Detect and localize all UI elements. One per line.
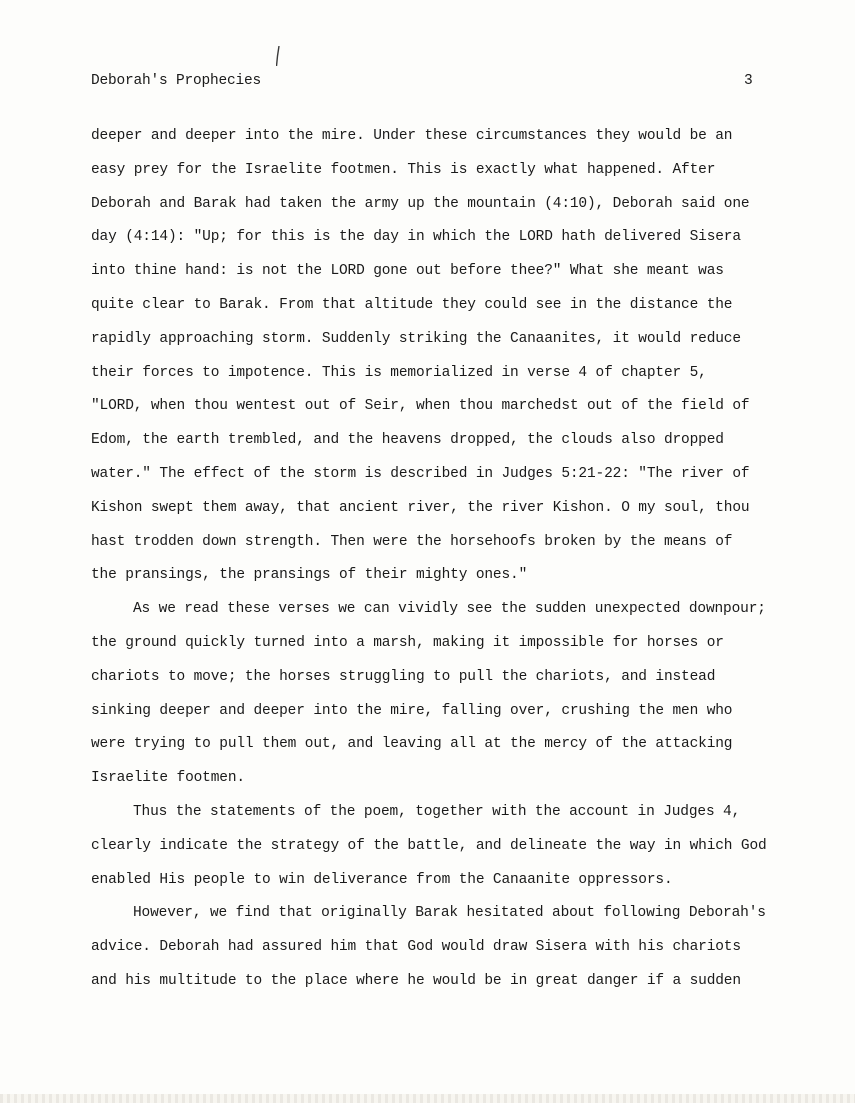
text-line: and his multitude to the place where he would be in great danger if a sudden — [91, 972, 741, 989]
text-line: rapidly approaching storm. Suddenly striking the Canaanites, it would reduce — [91, 330, 741, 347]
text-line: water." The effect of the storm is described in Judges 5:21-22: "The river of — [91, 465, 750, 482]
text-line: the ground quickly turned into a marsh, making it impossible for horses or — [91, 634, 724, 651]
running-header-title: Deborah's Prophecies — [91, 73, 262, 89]
text-line: Deborah and Barak had taken the army up the mountain (4:10), Deborah said one — [91, 195, 750, 212]
body-text — [91, 120, 771, 999]
text-line: Edom, the earth trembled, and the heavens dropped, the clouds also dropped — [91, 432, 724, 449]
text-line: enabled His people to win deliverance from the Canaanite oppressors. — [91, 871, 673, 888]
text-line: deeper and deeper into the mire. Under these circumstances they would be an — [91, 128, 733, 144]
scan-bottom-edge — [0, 1094, 855, 1103]
text-line: sinking deeper and deeper into the mire, falling over, crushing the men who — [91, 702, 733, 719]
text-line: Kishon swept them away, that ancient river, the river Kishon. O my soul, thou — [91, 499, 750, 516]
text-line: clearly indicate the strategy of the battle, and delineate the way in which God — [91, 837, 767, 854]
text-line: into thine hand: is not the LORD gone out before thee?" What she meant was — [91, 263, 724, 280]
page-number: 3 — [744, 73, 753, 89]
paragraph-start-line: Thus the statements of the poem, together with the account in Judges 4, — [133, 803, 741, 820]
text-line: were trying to pull them out, and leaving all at the mercy of the attacking — [91, 736, 733, 753]
text-line: day (4:14): "Up; for this is the day in which the LORD hath delivered Sisera — [91, 229, 741, 246]
text-line: their forces to impotence. This is memorialized in verse 4 of chapter 5, — [91, 364, 707, 381]
paragraph-start-line: However, we find that originally Barak hesitated about following Deborah's — [133, 905, 766, 922]
paragraph-start-line: As we read these verses we can vividly see the sudden unexpected downpour; — [133, 601, 766, 618]
text-line: the pransings, the pransings of their mighty ones." — [91, 567, 528, 584]
text-line: hast trodden down strength. Then were the horsehoofs broken by the means of — [91, 533, 733, 550]
text-line: Israelite footmen. — [91, 770, 245, 787]
text-line: easy prey for the Israelite footmen. This is exactly what happened. After — [91, 161, 716, 178]
pen-mark — [276, 46, 280, 66]
text-line: chariots to move; the horses struggling to pull the chariots, and instead — [91, 668, 716, 685]
text-line: advice. Deborah had assured him that God would draw Sisera with his chariots — [91, 939, 741, 956]
text-line: "LORD, when thou wentest out of Seir, when thou marchedst out of the field of — [91, 398, 750, 415]
text-line: quite clear to Barak. From that altitude they could see in the distance the — [91, 296, 733, 313]
